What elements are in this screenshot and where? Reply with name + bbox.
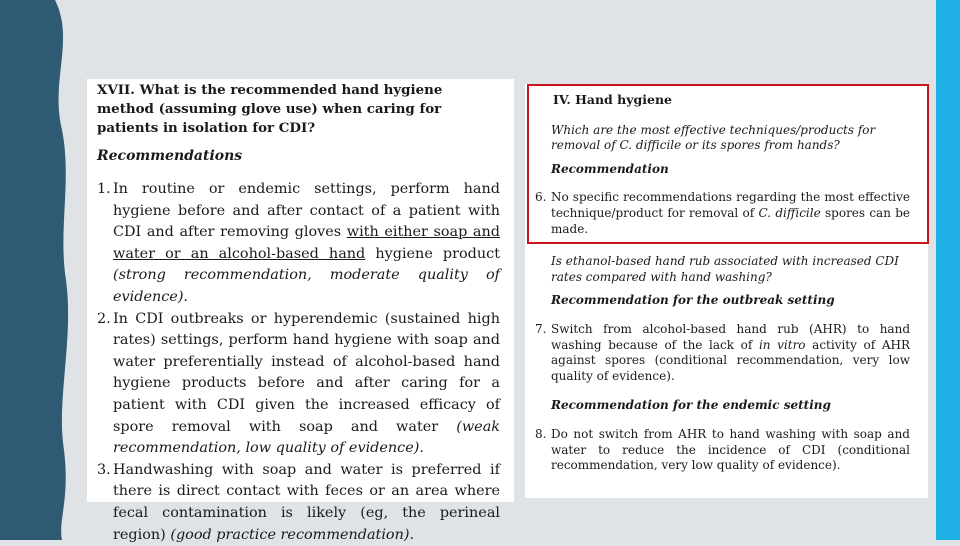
- item-text: In CDI outbreaks or hyperendemic (sustained high rates) settings, perform hand hygiene with soap and water preferentially instead of alcohol-based hand hygiene products before and after caring for a patient with CDI given the increased efficacy of spore removal with soap and water: [113, 310, 500, 435]
- item-text-italic: C. difficile: [758, 205, 821, 220]
- question-ethanol-hand-rub: Is ethanol-based hand rub associated with increased CDI rates compared with hand washing?: [551, 254, 899, 284]
- item-number: 7.: [535, 321, 547, 336]
- item-evidence: (strong recommendation, moderate quality of evidence).: [113, 267, 500, 305]
- item-text: Switch from alcohol-based hand rub (AHR) to hand washing because of the lack of: [551, 321, 910, 352]
- left-section-title: XVII. What is the recommended hand hygiene method (assuming glove use) when caring for patients in isolation for CDI?: [97, 82, 443, 136]
- recommendation-endemic-label: Recommendation for the endemic setting: [551, 398, 831, 413]
- item-number: 6.: [535, 190, 547, 205]
- item-text: No specific recommendations regarding the most effective technique/product for removal of: [551, 190, 910, 220]
- left-guideline-excerpt: [87, 79, 514, 543]
- item-number: 3.: [97, 461, 111, 478]
- question-hand-hygiene: Which are the most effective techniques/products for removal of C. difficile or its spores from hands?: [551, 122, 876, 153]
- item-text: In routine or endemic settings, perform hand hygiene before and after contact of a patient with CDI and after removing gloves: [113, 181, 500, 241]
- recommendation-label: Recommendation: [551, 161, 669, 176]
- right-section-heading: IV. Hand hygiene: [553, 92, 672, 107]
- item-text: Handwashing with soap and water is preferred if there is direct contact with feces or an area where fecal contamination is likely (eg, the perineal region): [113, 461, 500, 543]
- item-text: .: [409, 526, 415, 543]
- item-text-underlined: with either soap and water or an alcohol-based hand: [113, 224, 500, 262]
- item-text: activity of AHR against spores (conditional recommendation, very low quality of evidence).: [551, 337, 910, 383]
- decorative-left-band: [0, 0, 80, 540]
- list-item: [97, 309, 500, 460]
- left-recommendations-label: Recommendations: [97, 148, 243, 164]
- recommendation-outbreak-label: Recommendation for the outbreak setting: [551, 293, 835, 308]
- item-text: Do not switch from AHR to hand washing with soap and water to reduce the incidence of CDI (conditional recommendation, very low quality of evidence).: [551, 426, 910, 473]
- item-number: 1.: [97, 181, 111, 197]
- list-item: [97, 460, 500, 546]
- item-evidence: (weak recommendation, low quality of evidence).: [113, 418, 500, 457]
- item-number: 2.: [97, 310, 111, 327]
- item-text-italic: in vitro: [758, 337, 806, 352]
- item-text: hygiene product: [365, 245, 500, 262]
- item-number: 8.: [535, 426, 547, 441]
- right-guideline-excerpt: [525, 84, 928, 498]
- item-text: spores can be made.: [551, 205, 911, 236]
- list-item: [535, 190, 910, 237]
- left-recommendation-list: [97, 179, 500, 546]
- list-item: [535, 322, 910, 384]
- list-item: [97, 179, 500, 309]
- item-evidence: (good practice recommendation): [170, 526, 410, 543]
- decorative-right-band: [936, 0, 960, 540]
- list-item: [535, 427, 910, 474]
